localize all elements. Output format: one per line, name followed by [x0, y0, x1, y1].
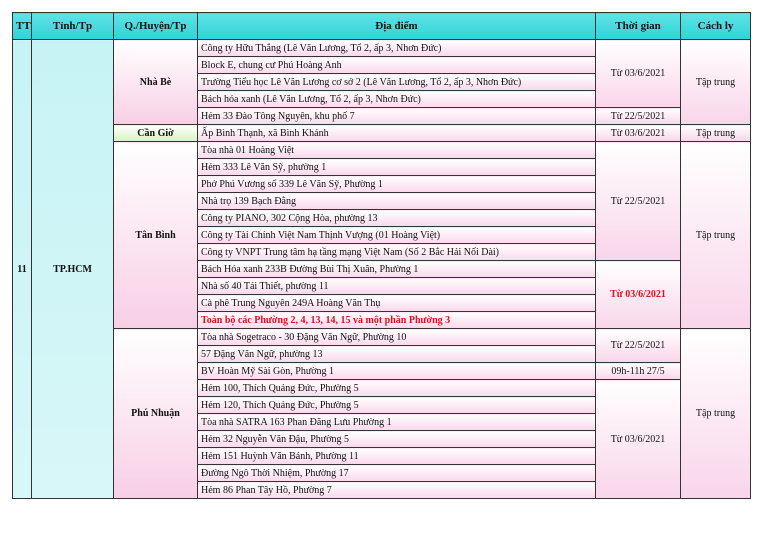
quarantine-cell: Tập trung: [681, 125, 751, 142]
location-cell: Hẻm 151 Huỳnh Văn Bánh, Phường 11: [198, 448, 596, 465]
quarantine-cell: Tập trung: [681, 40, 751, 125]
province-cell: TP.HCM: [32, 40, 114, 499]
location-cell: Hẻm 120, Thích Quảng Đức, Phường 5: [198, 397, 596, 414]
location-cell: Nhà số 40 Tái Thiết, phường 11: [198, 278, 596, 295]
table-row: [13, 329, 751, 346]
district-nha-be: Nhà Bè: [114, 40, 198, 125]
location-cell: Hẻm 32 Nguyễn Văn Đậu, Phường 5: [198, 431, 596, 448]
header-thoigian: Thời gian: [596, 13, 681, 40]
location-cell-highlight: Toàn bộ các Phường 2, 4, 13, 14, 15 và một phần Phường 3: [198, 312, 596, 329]
location-cell: Tòa nhà SATRA 163 Phan Đăng Lưu Phường 1: [198, 414, 596, 431]
locations-sheet: [12, 12, 750, 499]
quarantine-cell: Tập trung: [681, 142, 751, 329]
district-phu-nhuan: Phú Nhuận: [114, 329, 198, 499]
header-quan: Q./Huyện/Tp: [114, 13, 198, 40]
header-tinh: Tỉnh/Tp: [32, 13, 114, 40]
time-cell: Từ 22/5/2021: [596, 329, 681, 363]
time-cell: Từ 03/6/2021: [596, 40, 681, 108]
district-can-gio: Cần Giờ: [114, 125, 198, 142]
time-cell: Từ 22/5/2021: [596, 108, 681, 125]
district-tan-binh: Tân Bình: [114, 142, 198, 329]
location-cell: Nhà trọ 139 Bạch Đằng: [198, 193, 596, 210]
table-row: [13, 40, 751, 57]
header-row: [13, 13, 751, 40]
location-cell: Hẻm 33 Đào Tông Nguyên, khu phố 7: [198, 108, 596, 125]
location-cell: Phở Phú Vương số 339 Lê Văn Sỹ, Phường 1: [198, 176, 596, 193]
time-cell: Từ 03/6/2021: [596, 380, 681, 499]
location-cell: 57 Đặng Văn Ngữ, phường 13: [198, 346, 596, 363]
time-cell: Từ 03/6/2021: [596, 125, 681, 142]
time-cell: 09h-11h 27/5: [596, 363, 681, 380]
location-cell: Hẻm 100, Thích Quảng Đức, Phường 5: [198, 380, 596, 397]
location-cell: Công ty PIANO, 302 Cộng Hòa, phường 13: [198, 210, 596, 227]
location-cell: Bách hóa xanh (Lê Văn Lương, Tổ 2, ấp 3, Nhơn Đức): [198, 91, 596, 108]
quarantine-cell: Tập trung: [681, 329, 751, 499]
location-cell: Trường Tiểu học Lê Văn Lương cơ sở 2 (Lê Văn Lương, Tổ 2, ấp 3, Nhơn Đức): [198, 74, 596, 91]
location-cell: Tòa nhà Sogetraco - 30 Đặng Văn Ngữ, Phường 10: [198, 329, 596, 346]
header-cachly: Cách ly: [681, 13, 751, 40]
location-cell: Công ty Hữu Thắng (Lê Văn Lương, Tổ 2, ấp 3, Nhơn Đức): [198, 40, 596, 57]
location-cell: Hẻm 333 Lê Văn Sỹ, phường 1: [198, 159, 596, 176]
location-cell: Block E, chung cư Phú Hoàng Anh: [198, 57, 596, 74]
location-cell: Hẻm 86 Phan Tây Hồ, Phường 7: [198, 482, 596, 499]
location-cell: Công ty VNPT Trung tâm hạ tầng mạng Việt Nam (Số 2 Bắc Hải Nối Dài): [198, 244, 596, 261]
location-cell: BV Hoàn Mỹ Sài Gòn, Phường 1: [198, 363, 596, 380]
header-diadiem: Địa điểm: [198, 13, 596, 40]
location-cell: Cà phê Trung Nguyên 249A Hoàng Văn Thụ: [198, 295, 596, 312]
location-cell: Ấp Bình Thạnh, xã Bình Khánh: [198, 125, 596, 142]
table-row: [13, 125, 751, 142]
locations-table: [12, 12, 751, 499]
tt-cell: 11: [13, 40, 32, 499]
table-row: [13, 142, 751, 159]
location-cell: Công ty Tài Chính Việt Nam Thịnh Vượng (01 Hoàng Việt): [198, 227, 596, 244]
header-tt: TT: [13, 13, 32, 40]
location-cell: Bách Hóa xanh 233B Đường Bùi Thị Xuân, Phường 1: [198, 261, 596, 278]
location-cell: Tòa nhà 01 Hoàng Việt: [198, 142, 596, 159]
time-cell-highlight: Từ 03/6/2021: [596, 261, 681, 329]
location-cell: Đường Ngô Thời Nhiệm, Phường 17: [198, 465, 596, 482]
time-cell: Từ 22/5/2021: [596, 142, 681, 261]
